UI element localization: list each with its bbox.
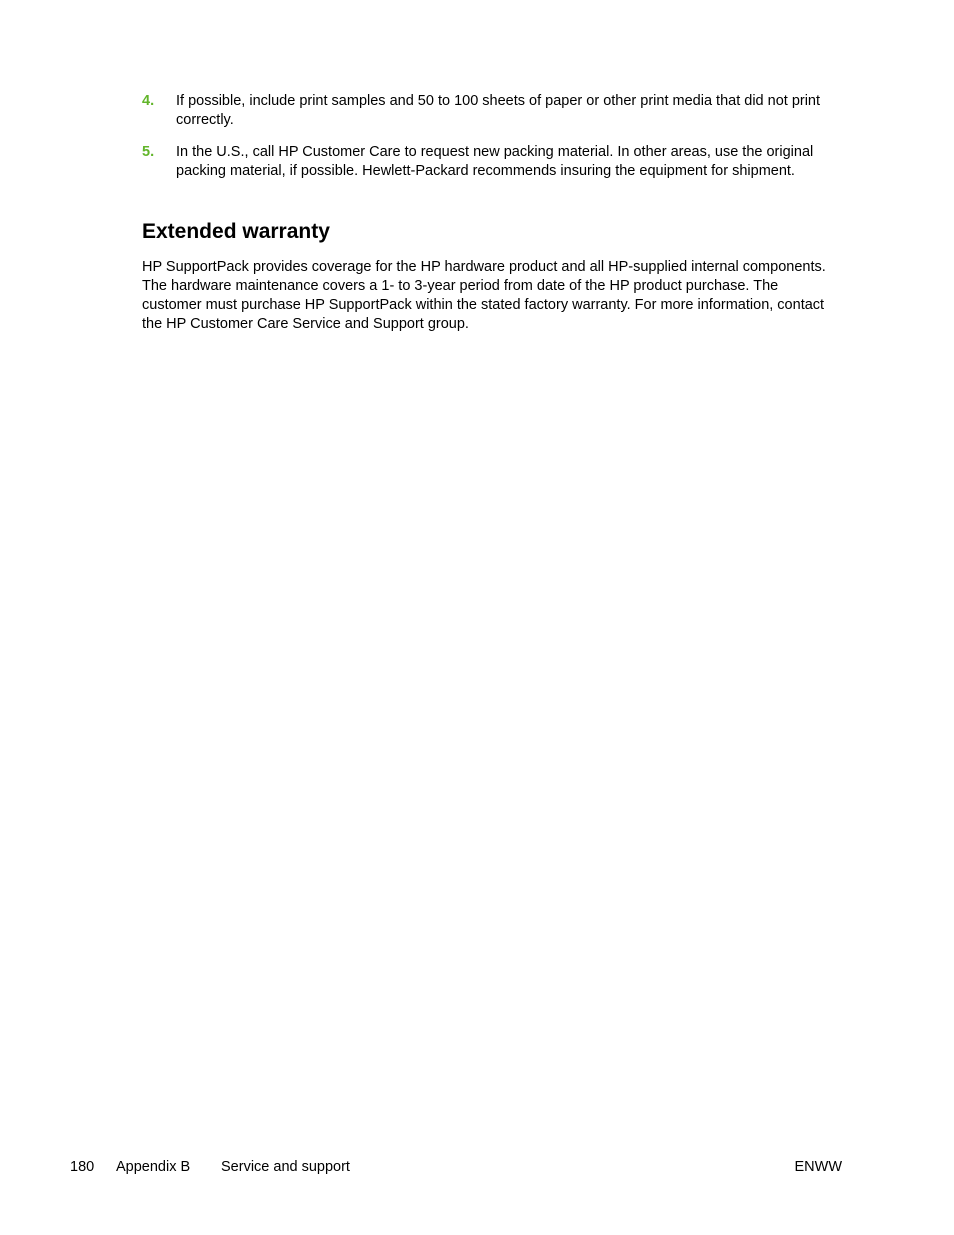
section-body: HP SupportPack provides coverage for the HP hardware product and all HP-supplied internal components. The hardware maintenance covers a 1- to 3-year period from date of the HP product purchase. The customer must purchase HP SupportPack within the stated factory warranty. For more information, contact the HP Customer Care Service and Support group.	[142, 259, 826, 332]
step-number: 5.	[142, 144, 155, 160]
step-text: If possible, include print samples and 50 to 100 sheets of paper or other print media that did not print correctly.	[176, 93, 821, 128]
footer-chapter: Service and support	[221, 1159, 350, 1175]
page-number: 180	[70, 1159, 95, 1175]
footer-label: ENWW	[794, 1159, 842, 1175]
step-text: In the U.S., call HP Customer Care to request new packing material. In other areas, use the original packing material, if possible. Hewlett-Packard recommends insuring the equipment for shipment.	[176, 144, 814, 179]
footer-appendix: Appendix B	[116, 1159, 191, 1175]
page-footer	[0, 1158, 954, 1178]
step-number: 4.	[142, 93, 155, 109]
section-heading: Extended warranty	[142, 220, 330, 243]
